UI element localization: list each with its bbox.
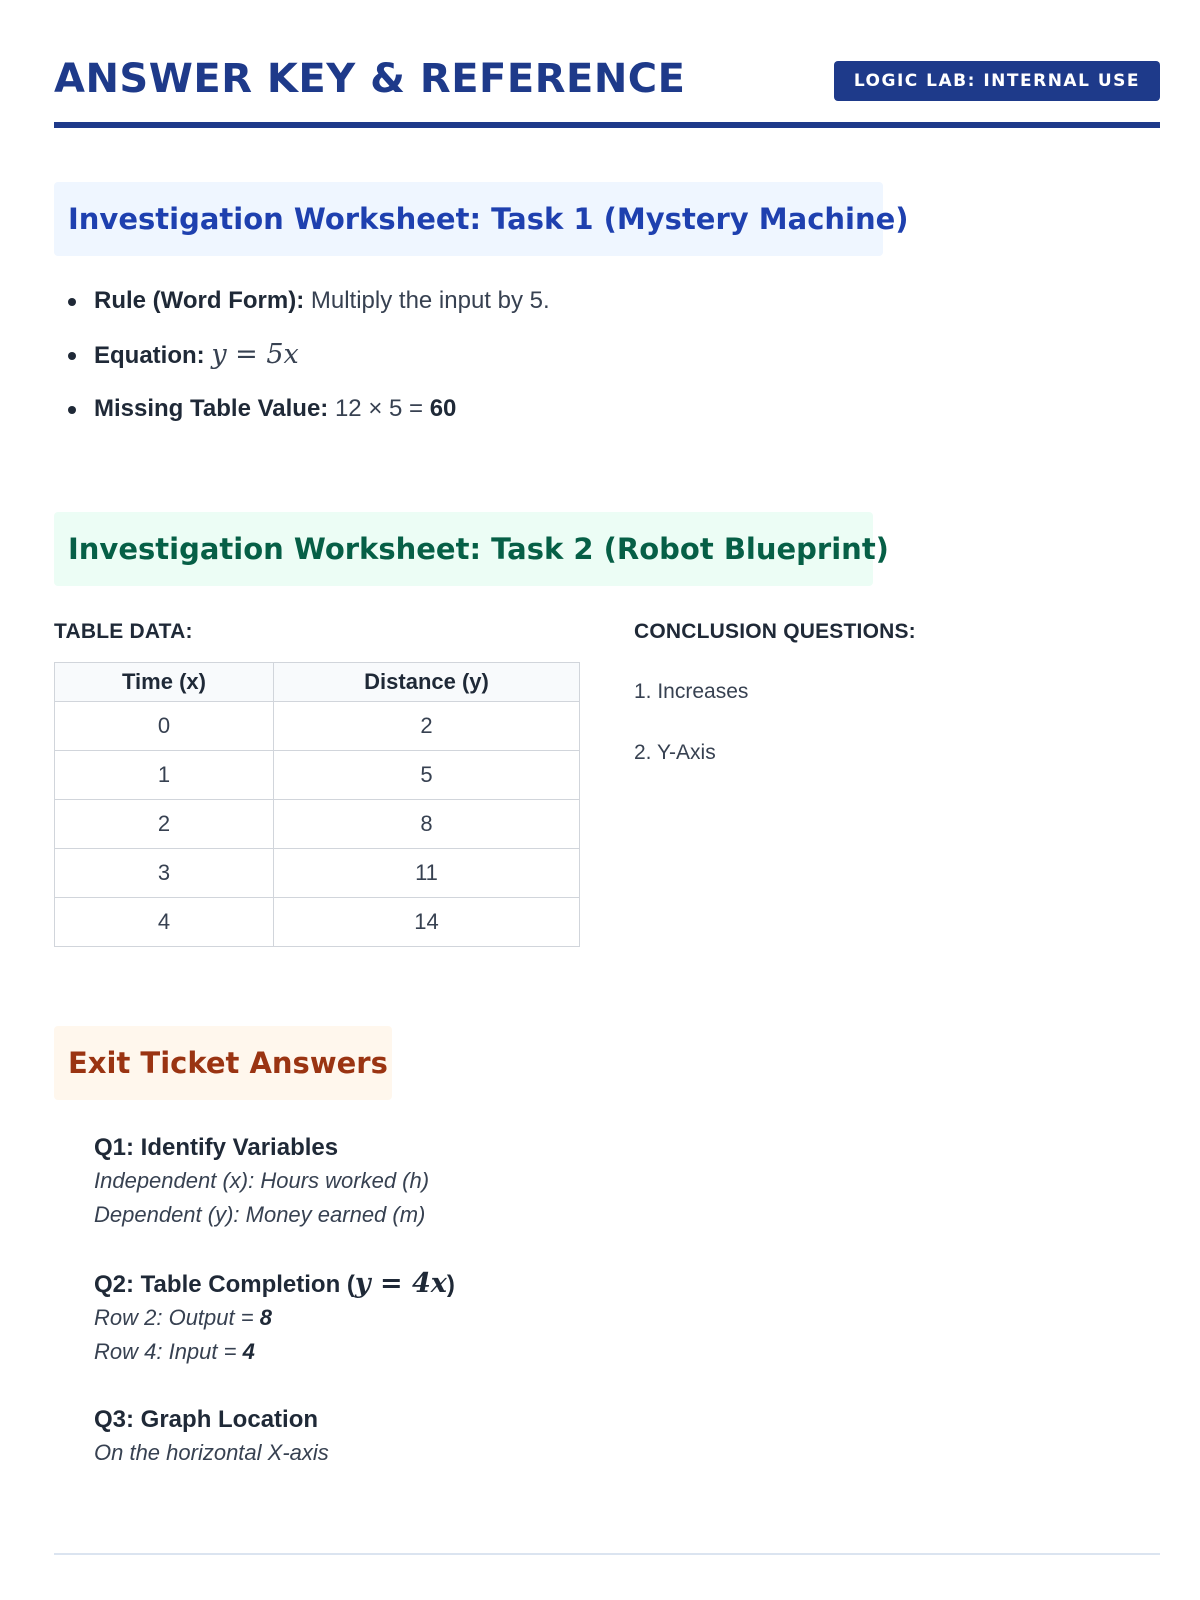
- table-row: [55, 849, 580, 898]
- question-title: Q1: Identify Variables: [94, 1134, 339, 1161]
- table-data-label: TABLE DATA:: [54, 620, 193, 643]
- missing-value-expression: 12 × 5 =: [334, 395, 430, 422]
- question-title-suffix: ): [446, 1271, 455, 1298]
- conclusion-questions-label: CONCLUSION QUESTIONS:: [634, 620, 916, 643]
- table-row: [55, 898, 580, 947]
- internal-use-badge: LOGIC LAB: INTERNAL USE: [834, 61, 1160, 101]
- answer-prefix: Row 2: Output =: [94, 1305, 260, 1330]
- table-cell: 11: [274, 849, 580, 898]
- question-title: [94, 1268, 455, 1301]
- rule-value: Multiply the input by 5.: [310, 287, 550, 314]
- table-header-row: [55, 663, 580, 702]
- list-item: [94, 394, 550, 448]
- distance-table: [54, 662, 580, 947]
- column-header-time: Time (x): [55, 663, 274, 702]
- table-row: [55, 751, 580, 800]
- answer-line: Dependent (y): Money earned (m): [94, 1202, 426, 1227]
- answer-line: Independent (x): Hours worked (h): [94, 1168, 430, 1193]
- answer-key-page: [54, 0, 1160, 1600]
- answer-value: 8: [259, 1305, 272, 1330]
- answer-line: [94, 1335, 455, 1369]
- table-row: [55, 800, 580, 849]
- answer-prefix: Row 4: Input =: [94, 1339, 243, 1364]
- answer-value: 4: [242, 1339, 255, 1364]
- table-cell: 3: [55, 849, 274, 898]
- table-row: [55, 702, 580, 751]
- table-cell: 1: [55, 751, 274, 800]
- conclusion-answer-1: 1. Increases: [634, 680, 749, 703]
- conclusion-answer-2: 2. Y-Axis: [634, 741, 716, 764]
- missing-value-result: 60: [429, 395, 457, 422]
- table-cell: 8: [274, 800, 580, 849]
- page-title: ANSWER KEY & REFERENCE: [54, 56, 686, 102]
- table-cell: 2: [55, 800, 274, 849]
- column-header-distance: Distance (y): [274, 663, 580, 702]
- question-title-prefix: Q2: Table Completion (: [94, 1271, 355, 1298]
- exit-question-2: [94, 1268, 455, 1369]
- exit-question-1: [94, 1132, 429, 1232]
- list-item: [94, 286, 550, 340]
- equation-value: y = 5x: [211, 339, 299, 370]
- task2-heading: Investigation Worksheet: Task 2 (Robot Blueprint): [54, 512, 873, 586]
- equation-label: Equation:: [94, 342, 205, 369]
- table-cell: 5: [274, 751, 580, 800]
- page-header: [54, 52, 1160, 128]
- missing-value-label: Missing Table Value:: [94, 395, 329, 422]
- answer-line: [94, 1301, 455, 1335]
- question-title: Q3: Graph Location: [94, 1406, 319, 1433]
- exit-ticket-heading: Exit Ticket Answers: [54, 1026, 392, 1100]
- question-equation: y = 4x: [354, 1268, 447, 1299]
- table-cell: 2: [274, 702, 580, 751]
- task1-heading: Investigation Worksheet: Task 1 (Mystery Machine): [54, 182, 883, 256]
- footer-divider: [54, 1553, 1160, 1555]
- table-cell: 0: [55, 702, 274, 751]
- table-cell: 4: [55, 898, 274, 947]
- exit-question-3: [94, 1404, 329, 1470]
- table-cell: 14: [274, 898, 580, 947]
- task1-answer-list: [94, 286, 550, 448]
- rule-label: Rule (Word Form):: [94, 287, 305, 314]
- answer-line: On the horizontal X-axis: [94, 1440, 329, 1465]
- list-item: [94, 340, 550, 394]
